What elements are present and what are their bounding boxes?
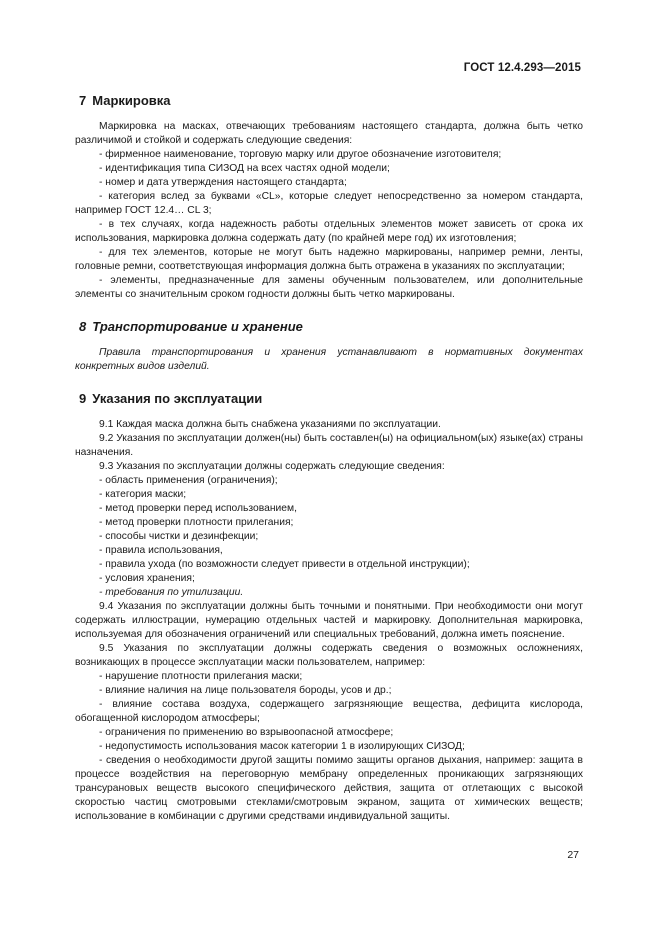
list-item: - метод проверки плотности прилегания; — [99, 517, 294, 528]
clause: 9.4 Указания по эксплуатации должны быть точными и понятными. При необходимости они могут содержать иллюстрации, нумерацию отдельных частей и маркировку. Дополнительная маркировка, используемая для обозначения ограничений или специальных требований, должна иметь пояснение. — [75, 601, 583, 640]
list-item: - требования по утилизации. — [99, 587, 244, 598]
standard-code-header: ГОСТ 12.4.293—2015 — [463, 62, 581, 74]
list-item: - правила использования, — [99, 545, 223, 556]
list-item: - условия хранения; — [99, 573, 195, 584]
list-item: - категория вслед за буквами «CL», которые следует непосредственно за номером стандарта, например ГОСТ 12.4… CL 3; — [75, 191, 583, 216]
section-number: 7 — [79, 93, 87, 108]
section-heading-transport — [75, 318, 583, 336]
section-number: 9 — [79, 391, 87, 406]
list-item: - номер и дата утверждения настоящего стандарта; — [99, 177, 347, 188]
list-item: - область применения (ограничения); — [99, 475, 278, 486]
section-heading-operation — [75, 390, 583, 408]
clause: 9.5 Указания по эксплуатации должны содержать сведения о возможных осложнениях, возникающих в процессе эксплуатации маски пользователем, например: — [75, 643, 583, 668]
clause: 9.1 Каждая маска должна быть снабжена указаниями по эксплуатации. — [99, 419, 441, 430]
list-item: - для тех элементов, которые не могут быть надежно маркированы, например ремни, ленты, головные ремни, соответствующая информация должна быть отражена в указаниях по эксплуатации; — [75, 247, 583, 272]
list-item: - влияние наличия на лице пользователя бороды, усов и др.; — [99, 685, 392, 696]
paragraph: Правила транспортирования и хранения устанавливают в нормативных документах конкретных видов изделий. — [75, 347, 583, 372]
list-item: - недопустимость использования масок категории 1 в изолирующих СИЗОД; — [99, 741, 465, 752]
list-item: - влияние состава воздуха, содержащего загрязняющие вещества, дефицита кислорода, обогащенной кислородом атмосферы; — [75, 699, 583, 724]
section-title: Указания по эксплуатации — [92, 391, 263, 406]
list-item: - фирменное наименование, торговую марку или другое обозначение изготовителя; — [99, 149, 502, 160]
page-content — [75, 92, 583, 824]
list-item: - в тех случаях, когда надежность работы отдельных элементов может зависеть от срока их использования, маркировка должна содержать дату (по крайней мере год) их изготовления; — [75, 219, 583, 244]
section-title: Транспортирование и хранение — [92, 319, 303, 334]
list-item: - идентификация типа СИЗОД на всех частях одной модели; — [99, 163, 390, 174]
paragraph: Маркировка на масках, отвечающих требованиям настоящего стандарта, должна быть четко различимой и стойкой и содержать следующие сведения: — [75, 121, 583, 146]
list-item: - способы чистки и дезинфекции; — [99, 531, 259, 542]
list-item: - элементы, предназначенные для замены обученным пользователем, или дополнительные элементы со значительным сроком годности должны быть четко маркированы. — [75, 275, 583, 300]
section-number: 8 — [79, 319, 87, 334]
list-item: - нарушение плотности прилегания маски; — [99, 671, 303, 682]
section-heading-marking — [75, 92, 583, 110]
clause: 9.3 Указания по эксплуатации должны содержать следующие сведения: — [99, 461, 445, 472]
clause: 9.2 Указания по эксплуатации должен(ны) быть составлен(ы) на официальном(ых) языке(ах) страны назначения. — [75, 433, 583, 458]
page-number: 27 — [567, 849, 579, 861]
list-item: - правила ухода (по возможности следует привести в отдельной инструкции); — [99, 559, 470, 570]
list-item: - метод проверки перед использованием, — [99, 503, 297, 514]
list-item: - ограничения по применению во взрывоопасной атмосфере; — [99, 727, 394, 738]
list-item: - сведения о необходимости другой защиты помимо защиты органов дыхания, например: защита в процессе воздействия на переговорную мембрану определенных проникающих загрязняющих трансурановых веществ высокого специфического действия, защита от отлетающих с высокой скоростью частиц смотровыми стеклами/смотровым экраном, защита от химических веществ; использование в комбинации с другими средствами индивидуальной защиты. — [75, 755, 583, 822]
section-title: Маркировка — [92, 93, 171, 108]
list-item: - категория маски; — [99, 489, 187, 500]
